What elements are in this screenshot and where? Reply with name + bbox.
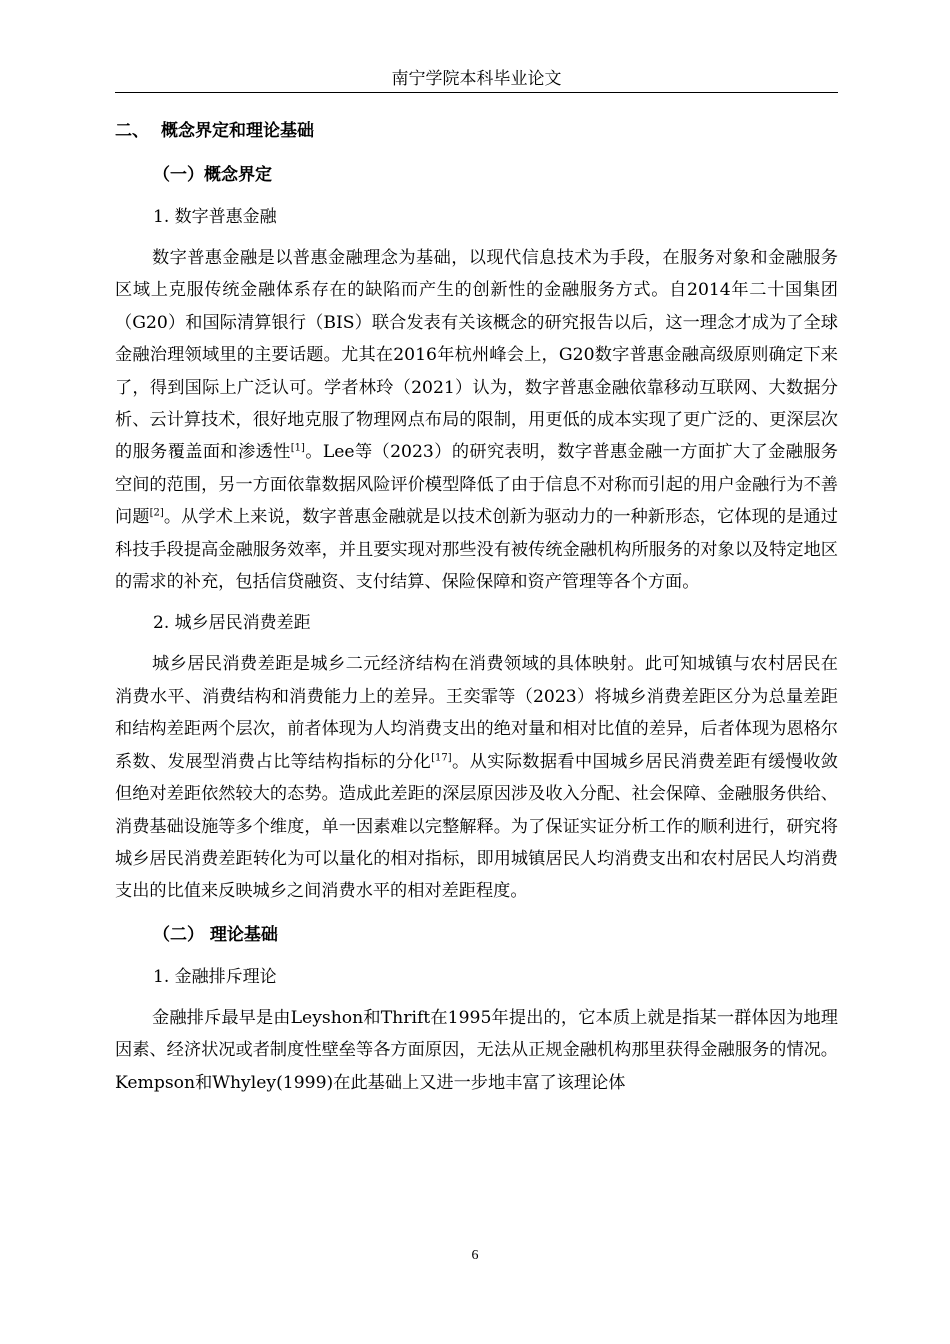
item-heading-consumption-gap: 2. 城乡居民消费差距 — [153, 613, 311, 634]
subsection-heading-theory: （二） 理论基础 — [153, 924, 278, 945]
paragraph-text: 。从实际数据看中国城乡居民消费差距有缓慢收敛但绝对差距依然较大的态势。造成此差距的深层原因涉及收入分配、社会保障、金融服务供给、消费基础设施等多个维度，单一因素难以完整解释。为了保证实证分析工作的顺利进行，研究将城乡居民消费差距转化为可以量化的相对指标，即用城镇居民人均消费支出和农村居民人均消费支出的比值来反映城乡之间消费水平的相对差距程度。 — [115, 751, 838, 902]
header-divider — [115, 92, 838, 93]
citation-ref: [17] — [431, 751, 452, 763]
subsection-heading-concepts: （一）概念界定 — [153, 165, 272, 185]
paragraph-financial-exclusion — [115, 1002, 838, 1099]
paragraph-text: 金融排斥最早是由Leyshon和Thrift在1995年提出的，它本质上就是指某一群体因为地理因素、经济状况或者制度性壁垒等各方面原因，无法从正规金融机构那里获得金融服务的情况。Kempson和Whyley(1999)在此基础上又进一步地丰富了该理论体 — [115, 1007, 838, 1093]
page-number: 6 — [471, 1248, 479, 1263]
running-header: 南宁学院本科毕业论文 — [391, 69, 562, 89]
section-title: 概念界定和理论基础 — [161, 121, 314, 141]
paragraph-text: 城乡居民消费差距是城乡二元经济结构在消费领域的具体映射。此可知城镇与农村居民在消费水平、消费结构和消费能力上的差异。王奕霏等（2023）将城乡消费差距区分为总量差距和结构差距两个层次，前者体现为人均消费支出的绝对量和相对比值的差异，后者体现为恩格尔系数、发展型消费占比等结构指标的分化 — [115, 654, 838, 772]
paragraph-text: 。从学术上来说，数字普惠金融就是以技术创新为驱动力的一种新形态，它体现的是通过科技手段提高金融服务效率，并且要实现对那些没有被传统金融机构所服务的对象以及特定地区的需求的补充，包括信贷融资、支付结算、保险保障和资产管理等各个方面。 — [115, 507, 838, 593]
paragraph-text: 数字普惠金融是以普惠金融理念为基础，以现代信息技术为手段，在服务对象和金融服务区域上克服传统金融体系存在的缺陷而产生的创新性的金融服务方式。自2014年二十国集团（G20）和国际清算银行（BIS）联合发表有关该概念的研究报告以后，这一理念才成为了全球金融治理领域里的主要话题。尤其在2016年杭州峰会上，G20数字普惠金融高级原则确定下来了，得到国际上广泛认可。学者林玲（2021）认为，数字普惠金融依靠移动互联网、大数据分析、云计算技术，很好地克服了物理网点布局的限制，用更低的成本实现了更广泛的、更深层次的服务覆盖面和渗透性 — [115, 248, 838, 463]
citation-ref: [2] — [149, 507, 164, 519]
section-number: 二、 — [115, 121, 149, 141]
paragraph-consumption-gap — [115, 648, 838, 907]
item-heading-financial-exclusion: 1. 金融排斥理论 — [153, 966, 277, 987]
item-heading-digital-inclusive-finance: 1. 数字普惠金融 — [153, 207, 277, 227]
citation-ref: [1] — [290, 442, 305, 454]
page-body — [115, 114, 838, 1099]
section-heading — [115, 114, 838, 148]
paragraph-text: 。Lee等（2023）的研究表明，数字普惠金融一方面扩大了金融服务空间的范围，另一方面依靠数据风险评价模型降低了由于信息不对称而引起的用户金融行为不善问题 — [115, 442, 838, 528]
paragraph-digital-inclusive-finance — [115, 242, 838, 598]
